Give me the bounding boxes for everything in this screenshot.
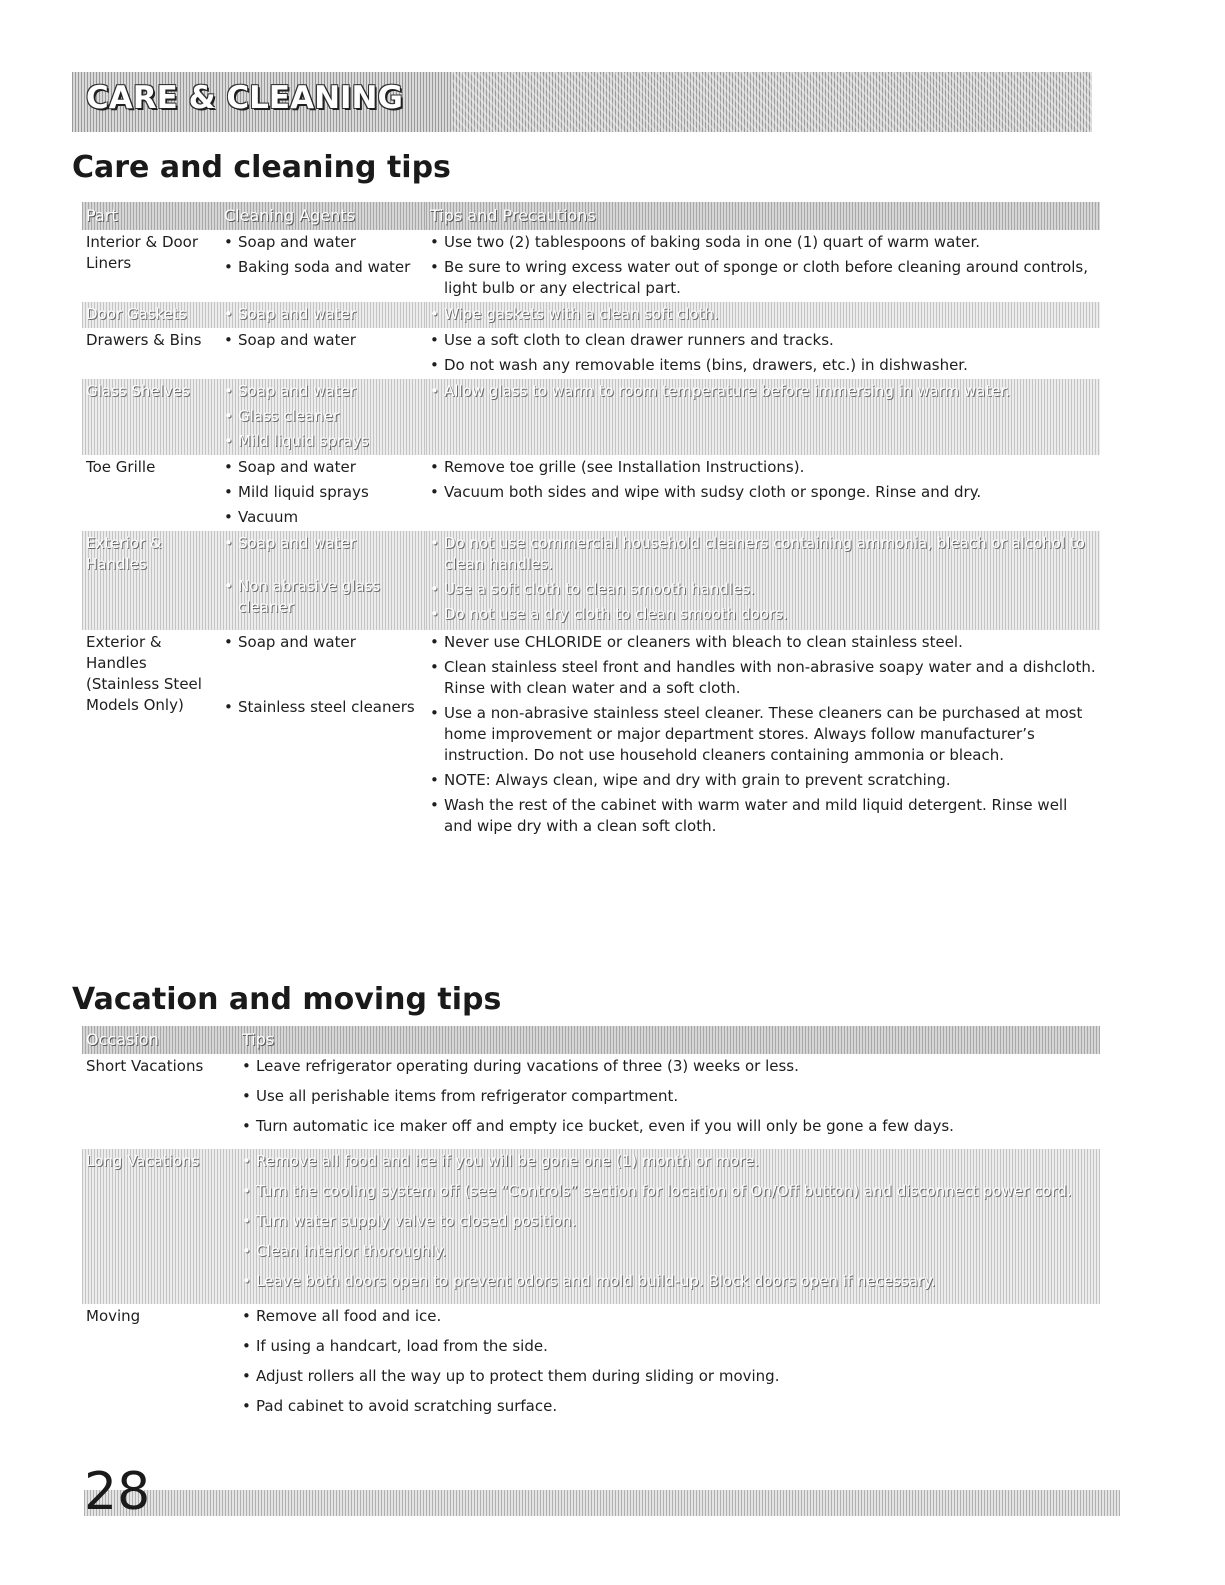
part-name: Glass Shelves: [82, 379, 220, 455]
table-row: [82, 1054, 1100, 1149]
agent-item: • Soap and water: [224, 457, 422, 478]
footer-bar: [84, 1490, 1120, 1516]
tip-item: • Clean interior thoroughly.: [242, 1241, 1096, 1262]
table-row: [82, 1149, 1100, 1304]
agent-item: • Stainless steel cleaners: [224, 697, 422, 718]
agent-item: • Glass cleaner: [224, 406, 422, 427]
column-header-agents: Cleaning Agents: [220, 202, 426, 230]
tip-item: • Use all perishable items from refrigerator compartment.: [242, 1086, 1096, 1107]
table-row: [82, 455, 1100, 531]
tip-item: • Pad cabinet to avoid scratching surface.: [242, 1396, 1096, 1417]
table-row: [82, 630, 1100, 840]
tip-item: • Use two (2) tablespoons of baking soda in one (1) quart of warm water.: [430, 232, 1096, 253]
care-table-header: [82, 202, 1100, 230]
tip-item: • Use a non-abrasive stainless steel cleaner. These cleaners can be purchased at most home improvement or major department stores. Always follow manufacturer’s instruction. Do not use household cleaners containing ammonia or bleach.: [430, 703, 1096, 766]
column-header-tips: Tips: [238, 1026, 1100, 1054]
occasion-name: Short Vacations: [86, 1057, 204, 1075]
agent-item: • Soap and water: [224, 533, 422, 554]
tip-item: • Remove all food and ice.: [242, 1306, 1096, 1327]
part-name: Interior & Door Liners: [86, 233, 199, 272]
tip-item: • Do not use commercial household cleaners containing ammonia, bleach or alcohol to clean handles.: [430, 533, 1096, 575]
table-row: [82, 302, 1100, 328]
tip-item: • Leave refrigerator operating during vacations of three (3) weeks or less.: [242, 1056, 1096, 1077]
tip-item: • Allow glass to warm to room temperature before immersing in warm water.: [430, 381, 1096, 402]
vacation-table-header: [82, 1026, 1100, 1054]
part-name: Exterior & Handles: [82, 531, 220, 630]
agent-item: • Baking soda and water: [224, 257, 422, 278]
part-name: Toe Grille: [86, 458, 156, 476]
column-header-part: Part: [82, 202, 220, 230]
vacation-table: [82, 1026, 1100, 1429]
vacation-section-title: Vacation and moving tips: [72, 982, 502, 1017]
tip-item: • Turn the cooling system off (see “Controls” section for location of On/Off button) and disconnect power cord.: [242, 1181, 1096, 1202]
tip-item: • Remove all food and ice if you will be gone one (1) month or more.: [242, 1151, 1096, 1172]
page-number: 28: [84, 1462, 151, 1522]
agent-item: • Soap and water: [224, 232, 422, 253]
tip-item: • Adjust rollers all the way up to protect them during sliding or moving.: [242, 1366, 1096, 1387]
agent-item: • Vacuum: [224, 507, 422, 528]
agent-item: • Soap and water: [224, 381, 422, 402]
tip-item: • Be sure to wring excess water out of sponge or cloth before cleaning around controls, light bulb or any electrical part.: [430, 257, 1096, 299]
tip-item: • Use a soft cloth to clean smooth handles.: [430, 579, 1096, 600]
tip-item: • NOTE: Always clean, wipe and dry with grain to prevent scratching.: [430, 770, 1096, 791]
tip-item: • Vacuum both sides and wipe with sudsy cloth or sponge. Rinse and dry.: [430, 482, 1096, 503]
agent-item: • Soap and water: [224, 330, 422, 351]
agent-item: • Soap and water: [224, 304, 422, 325]
tip-item: • Leave both doors open to prevent odors and mold build-up. Block doors open if necessary.: [242, 1271, 1096, 1292]
tip-item: • Remove toe grille (see Installation Instructions).: [430, 457, 1096, 478]
care-section-title: Care and cleaning tips: [72, 150, 451, 185]
agent-item: • Soap and water: [224, 632, 422, 653]
occasion-name: Moving: [86, 1307, 141, 1325]
care-table: [82, 202, 1100, 840]
banner-title: CARE & CLEANING: [86, 80, 403, 116]
part-name: Door Gaskets: [82, 302, 220, 328]
tip-item: • If using a handcart, load from the side.: [242, 1336, 1096, 1357]
part-name: Exterior & Handles (Stainless Steel Models Only): [86, 633, 202, 714]
tip-item: • Wash the rest of the cabinet with warm water and mild liquid detergent. Rinse well and wipe dry with a clean soft cloth.: [430, 795, 1096, 837]
agent-item: • Non abrasive glass cleaner: [224, 576, 422, 618]
column-header-occasion: Occasion: [82, 1026, 238, 1054]
table-row: [82, 328, 1100, 379]
tip-item: • Turn automatic ice maker off and empty ice bucket, even if you will only be gone a few days.: [242, 1116, 1096, 1137]
agent-item: • Mild liquid sprays: [224, 482, 422, 503]
part-name: Drawers & Bins: [86, 331, 202, 349]
table-row: [82, 379, 1100, 455]
tip-item: • Wipe gaskets with a clean soft cloth.: [430, 304, 1096, 325]
tip-item: • Do not wash any removable items (bins, drawers, etc.) in dishwasher.: [430, 355, 1096, 376]
tip-item: • Do not use a dry cloth to clean smooth doors.: [430, 604, 1096, 625]
agent-item: • Mild liquid sprays: [224, 431, 422, 452]
table-row: [82, 230, 1100, 302]
tip-item: • Clean stainless steel front and handles with non-abrasive soapy water and a dishcloth. Rinse with clean water and a soft cloth.: [430, 657, 1096, 699]
column-header-tips: Tips and Precautions: [426, 202, 1100, 230]
table-row: [82, 531, 1100, 630]
section-banner: [72, 72, 1092, 132]
occasion-name: Long Vacations: [82, 1149, 238, 1304]
table-row: [82, 1304, 1100, 1429]
tip-item: • Never use CHLORIDE or cleaners with bleach to clean stainless steel.: [430, 632, 1096, 653]
tip-item: • Turn water supply valve to closed position.: [242, 1211, 1096, 1232]
tip-item: • Use a soft cloth to clean drawer runners and tracks.: [430, 330, 1096, 351]
